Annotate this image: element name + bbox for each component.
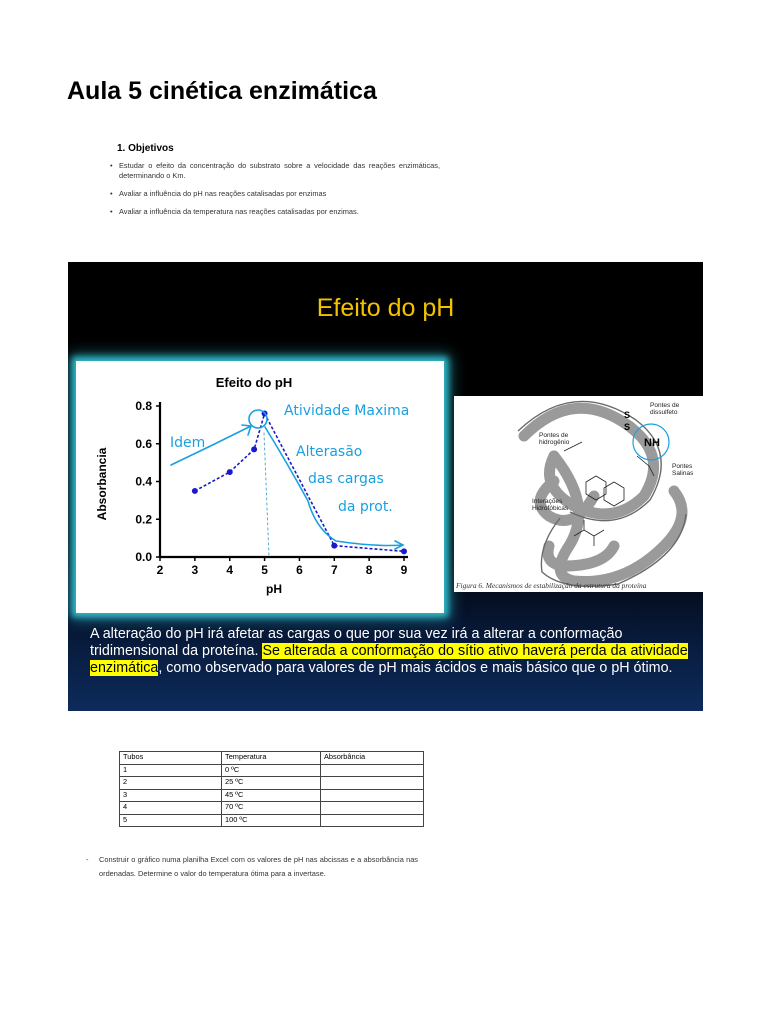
y-tick-label: 0.0 (135, 550, 152, 564)
x-tick-label: 6 (296, 563, 303, 577)
label-s: S (624, 422, 631, 432)
highlighted-text: Se alterada a conformação do sítio ativo haverá perda da atividade enzimática (90, 643, 688, 676)
table-header: Temperatura (222, 752, 321, 765)
x-tick-label: 9 (400, 563, 408, 577)
table-cell: 100 ºC (222, 814, 321, 827)
x-tick-label: 2 (156, 563, 164, 577)
y-tick-label: 0.6 (135, 436, 152, 451)
optimum-guide-line (264, 433, 269, 557)
label-pontes-dissulfeto: Pontes de (650, 402, 680, 409)
protein-structure-illustration (454, 396, 703, 592)
label-pontes-hidrogenio: hidrogênio (539, 439, 570, 446)
table-row (120, 802, 424, 815)
table-cell: 25 ºC (222, 777, 321, 790)
label-pontes-dissulfeto: dissulfeto (650, 409, 678, 416)
label-pontes-salinas: Pontes (672, 463, 693, 470)
table-cell (321, 777, 424, 790)
page-title: Aula 5 cinética enzimática (67, 77, 377, 105)
right-annotation: da prot. (338, 499, 393, 515)
label-interacoes: Interações (532, 498, 563, 505)
label-s: S (624, 410, 631, 420)
table-cell: 5 (120, 814, 222, 827)
table-cell: 1 (120, 764, 222, 777)
figure-caption: Figura 6. Mecanismos de estabilização da estrutura da proteína (456, 581, 647, 590)
slide-title: Efeito do pH (316, 294, 455, 322)
chart-panel (76, 361, 444, 613)
table-cell: 2 (120, 777, 222, 790)
label-interacoes: Hidrofóbicas (532, 505, 569, 512)
right-annotation: das cargas (308, 471, 384, 487)
chart-title: Efeito do pH (215, 375, 293, 390)
bullet-icon: • (110, 189, 113, 198)
table-cell: 45 ºC (222, 789, 321, 802)
table-row (120, 764, 424, 777)
x-tick-label: 4 (226, 563, 234, 577)
slide-body-text: A alteração do pH irá afetar as cargas o que por sua vez irá a alterar a conformação tridimensional da proteína. Se alterada a conformação do sítio ativo haverá perda da atividade enzimática, como observado para valores de pH mais ácidos e mais básico que o pH ótimo. (90, 626, 688, 676)
temperature-table (119, 751, 424, 827)
table-cell: 0 ºC (222, 764, 321, 777)
max-annotation: Atividade Maxima (284, 403, 410, 419)
objectives-heading: 1. Objetivos (117, 143, 174, 154)
table-header-row (120, 752, 424, 765)
x-axis-label: pH (266, 582, 282, 596)
label-nh3: NH (644, 437, 660, 449)
x-tick-label: 3 (191, 563, 199, 577)
data-point (227, 469, 233, 475)
protein-structure-figure (454, 396, 703, 592)
instruction-text: Construir o gráfico numa planilha Excel com os valores de pH nas abcissas e a absorbância nas ordenadas. Determine o valor do temperatura ótima para a invertase. (99, 855, 418, 878)
x-tick-label: 8 (365, 563, 373, 577)
data-point (251, 446, 257, 452)
table-cell (321, 802, 424, 815)
data-point (331, 543, 337, 549)
table-header: Tubos (120, 752, 222, 765)
table-cell (321, 814, 424, 827)
table-cell: 4 (120, 802, 222, 815)
list-item: • Avaliar a influência do pH nas reações catalisadas por enzimas (110, 189, 327, 198)
data-point (192, 488, 198, 494)
list-item: • Estudar o efeito da concentração do substrato sobre a velocidade das reações enzimáticas, determinando o Km. (110, 161, 440, 180)
data-point (401, 548, 407, 554)
table-row (120, 814, 424, 827)
table-header: Absorbância (321, 752, 424, 765)
instruction-note (86, 853, 418, 880)
table-row (120, 777, 424, 790)
y-tick-label: 0.8 (135, 399, 152, 413)
ph-chart (76, 361, 444, 613)
left-annotation: Idem (170, 435, 206, 451)
dash-marker: - (86, 855, 89, 864)
label-pontes-salinas: Salinas (672, 470, 694, 477)
bullet-icon: • (110, 207, 113, 216)
y-tick-label: 0.4 (135, 474, 152, 489)
list-item: • Avaliar a influência da temperatura nas reações catalisadas por enzimas. (110, 207, 359, 216)
table-cell (321, 789, 424, 802)
table-row (120, 789, 424, 802)
x-tick-label: 5 (261, 563, 268, 577)
y-axis-label: Absorbancia (95, 447, 109, 521)
table-cell: 3 (120, 789, 222, 802)
right-annotation: Alterasão (296, 444, 363, 460)
objectives-list (110, 161, 440, 225)
label-pontes-hidrogenio: Pontes de (539, 432, 569, 439)
y-tick-label: 0.2 (135, 512, 152, 527)
table-cell: 70 ºC (222, 802, 321, 815)
x-tick-label: 7 (330, 563, 338, 577)
table-cell (321, 764, 424, 777)
bullet-icon: • (110, 161, 113, 170)
slide-image (68, 262, 703, 711)
